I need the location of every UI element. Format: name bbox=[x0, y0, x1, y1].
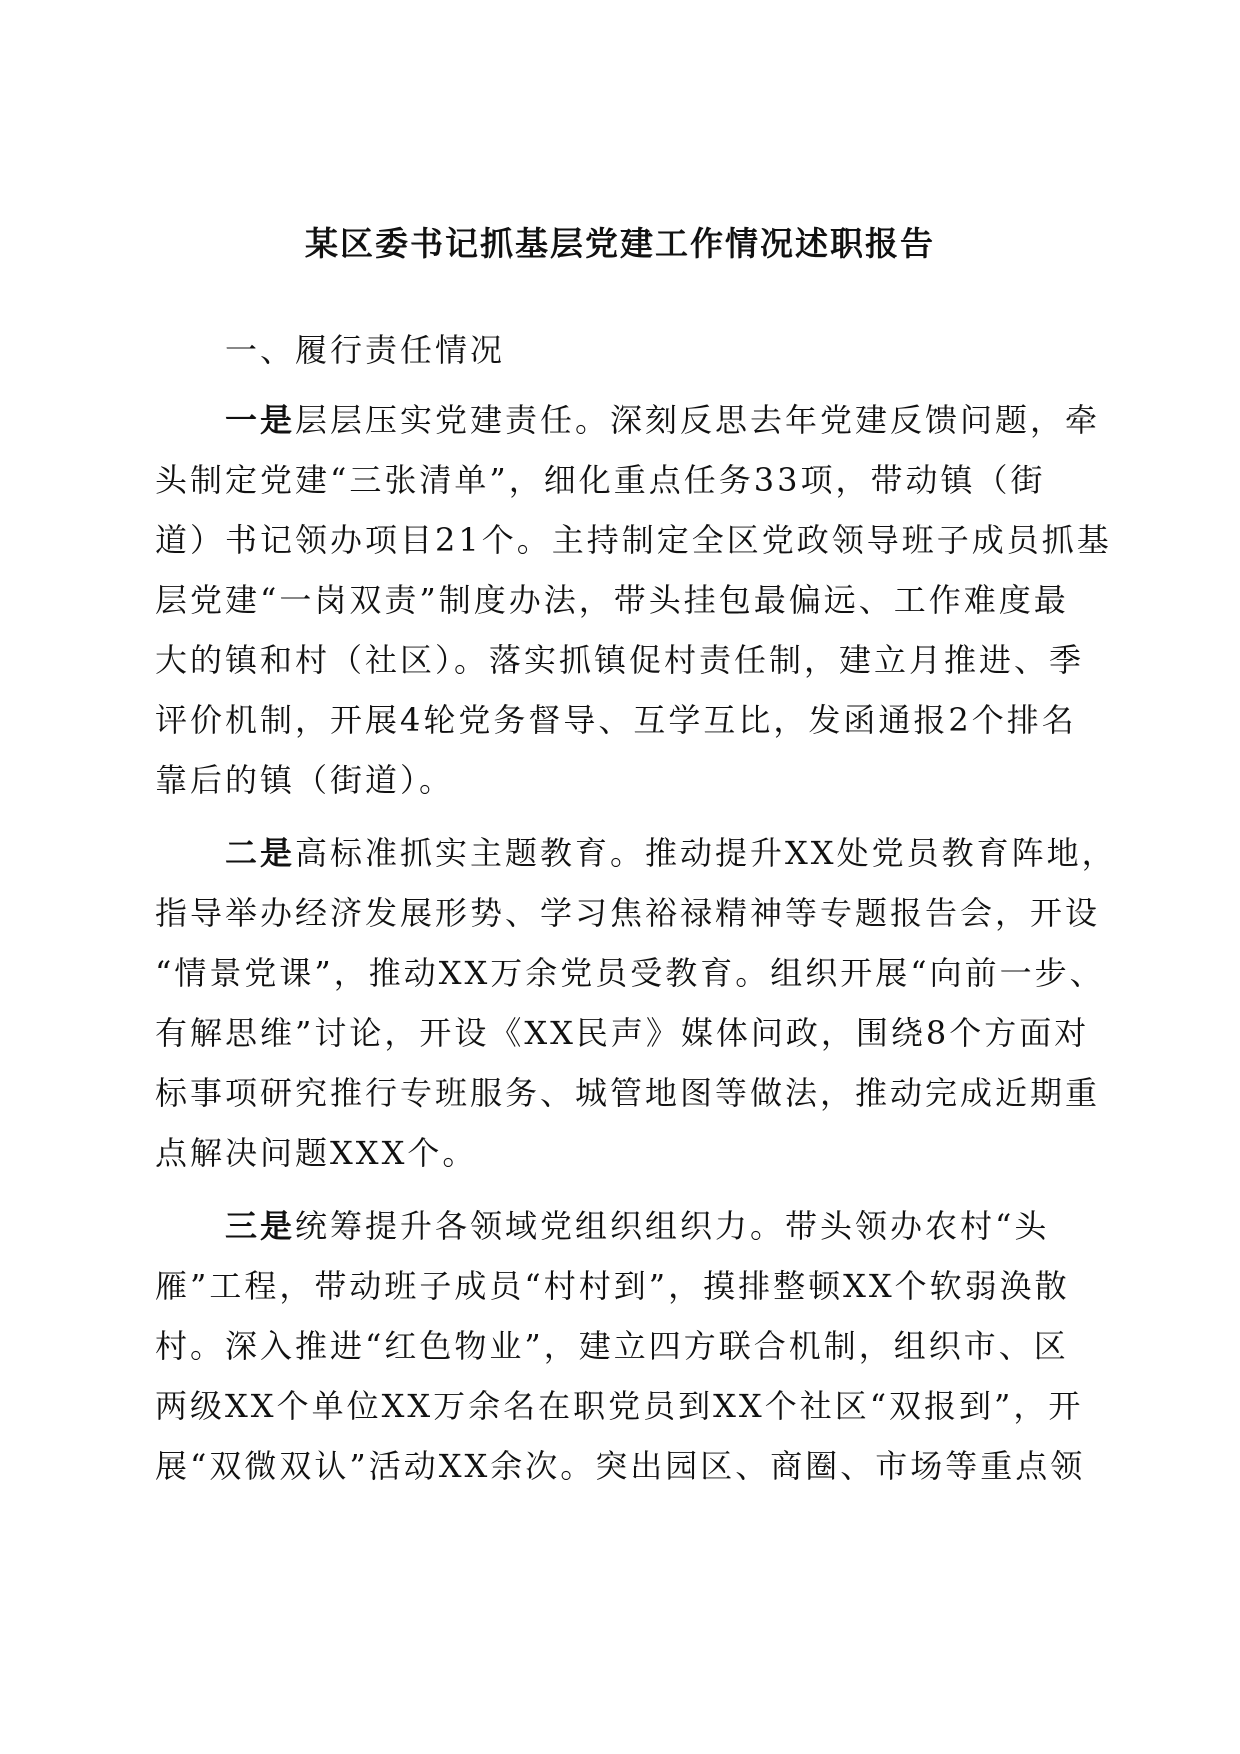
document-title: 某区委书记抓基层党建工作情况述职报告 bbox=[305, 224, 935, 263]
paragraph-line: 头制定党建“三张清单”，细化重点任务33项，带动镇（街 bbox=[155, 461, 1046, 499]
paragraph-line bbox=[225, 1198, 1049, 1254]
paragraph-text: 统筹提升各领域党组织组织力。带头领办农村“头 bbox=[295, 1207, 1050, 1245]
paragraph-line: 大的镇和村（社区）。落实抓镇促村责任制，建立月推进、季 bbox=[155, 641, 1085, 679]
paragraph-line: 村。深入推进“红色物业”，建立四方联合机制，组织市、区 bbox=[155, 1327, 1069, 1365]
paragraph-text: 高标准抓实主题教育。推动提升XX处党员教育阵地， bbox=[295, 834, 1117, 872]
paragraph-line: 有解思维”讨论，开设《XX民声》媒体问政，围绕8个方面对 bbox=[155, 1014, 1090, 1052]
paragraph-line bbox=[225, 392, 1100, 448]
paragraph-line: 道）书记领办项目21个。主持制定全区党政领导班子成员抓基 bbox=[155, 521, 1112, 559]
paragraph-line: 层党建“一岗双责”制度办法，带头挂包最偏远、工作难度最 bbox=[155, 581, 1069, 619]
paragraph-line: 雁”工程，带动班子成员“村村到”，摸排整顿XX个软弱涣散 bbox=[155, 1267, 1070, 1305]
paragraph-lead: 三是 bbox=[225, 1207, 296, 1245]
paragraph-line: 展“双微双认”活动XX余次。突出园区、商圈、市场等重点领 bbox=[155, 1447, 1086, 1485]
paragraph-line: 评价机制，开展4轮党务督导、互学互比，发函通报2个排名 bbox=[155, 701, 1077, 739]
paragraph-line: 标事项研究推行专班服务、城管地图等做法，推动完成近期重 bbox=[155, 1074, 1101, 1112]
paragraph-line: 靠后的镇（街道）。 bbox=[155, 761, 455, 799]
paragraph-line: 点解决问题XXX个。 bbox=[155, 1134, 478, 1172]
paragraph-lead: 一是 bbox=[225, 401, 296, 439]
paragraph-text: 层层压实党建责任。深刻反思去年党建反馈问题，牵 bbox=[295, 401, 1101, 439]
paragraph-line: “情景党课”，推动XX万余党员受教育。组织开展“向前一步、 bbox=[155, 954, 1105, 992]
section-heading: 一、履行责任情况 bbox=[225, 331, 506, 369]
paragraph-line: 两级XX个单位XX万余名在职党员到XX个社区“双报到”，开 bbox=[155, 1387, 1084, 1425]
paragraph-line bbox=[225, 825, 1117, 881]
paragraph-line: 指导举办经济发展形势、学习焦裕禄精神等专题报告会，开设 bbox=[155, 894, 1101, 932]
paragraph-lead: 二是 bbox=[225, 834, 296, 872]
